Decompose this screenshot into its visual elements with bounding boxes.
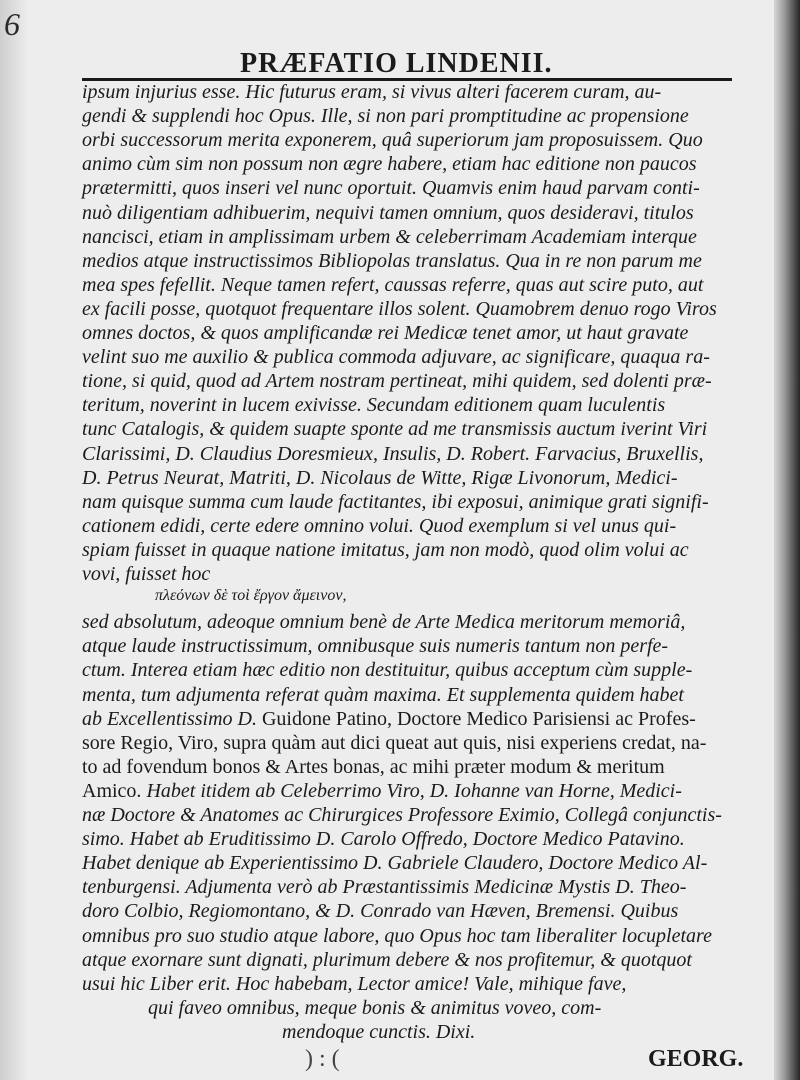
text-line-38: qui faveo omnibus, meque bonis & animitus voveo, com-	[148, 996, 602, 1019]
text-line-10: ex facili posse, quotquot frequentare illos solent. Quamobrem denuo rogo Viros	[82, 297, 717, 320]
text-line-3: orbi successorum merita exponerem, quâ superiorum jam proposuissem. Quo	[82, 129, 703, 152]
text-line-2: gendi & supplendi hoc Opus. Ille, si non pari promptitudine ac propensione	[82, 105, 689, 128]
text-line-22: sed absolutum, adeoque omnium benè de Arte Medica meritorum memoriâ,	[82, 611, 686, 634]
text-line-21: vovi, fuisset hoc	[82, 563, 211, 585]
signature-mark: ) : (	[305, 1046, 340, 1072]
page-number: 6	[4, 6, 20, 42]
text-line-5: prætermitti, quos inseri vel nunc oportuit. Quamvis enim haud parvam conti-	[82, 177, 700, 200]
text-line-15: tunc Catalogis, & quidem suapte sponte ad me transmissis auctum iverint Viri	[82, 418, 708, 441]
text-line-12: velint suo me auxilio & publica commoda adjuvare, ac significare, quaqua ra-	[82, 346, 710, 369]
text-line-19: cationem edidi, certe edere omnino volui. Quod exemplum si vel unus qui-	[82, 514, 677, 537]
text-line-7: nancisci, etiam in amplissimam urbem & celeberrimam Academiam interque	[82, 225, 697, 248]
text-line-36: atque exornare sunt dignati, plurimum debere & nos profitemur, & quotquot	[82, 948, 692, 971]
text-line-9: mea spes fefellit. Neque tamen refert, caussas referre, quas aut scire puto, aut	[82, 273, 704, 296]
text-line-11: omnes doctos, & quos amplificandæ rei Medicæ tenet amor, ut haut gravate	[82, 322, 689, 344]
text-line-39: mendoque cunctis. Dixi.	[282, 1020, 476, 1043]
text-line-23: atque laude instructissimum, omnibusque suis numeris tantum non perfe-	[82, 635, 669, 658]
text-line-30: næ Doctore & Anatomes ac Chirurgices Professore Eximio, Collegâ conjunctis-	[82, 804, 722, 826]
text-line-29	[82, 779, 682, 803]
text-line-24: ctum. Interea etiam hæc editio non destituitur, quibus acceptum cùm supple-	[82, 659, 693, 682]
text-line-16: Clarissimi, D. Claudius Doresmieux, Insulis, D. Robert. Farvacius, Bruxellis,	[82, 442, 704, 465]
text-line-17: D. Petrus Neurat, Matriti, D. Nicolaus de Witte, Rigæ Livonorum, Medici-	[82, 466, 678, 489]
text-line-4: animo cùm sim non possum non ægre habere, etiam hac editione non paucos	[82, 153, 697, 176]
text-line-34: doro Colbio, Regiomontano, & D. Conrado van Hæven, Bremensi. Quibus	[82, 900, 679, 923]
text-line-35: omnibus pro suo studio atque labore, quo Opus hoc tam liberaliter locupletare	[82, 924, 712, 947]
text-line-13: tione, si quid, quod ad Artem nostram pertineat, mihi quidem, sed dolenti præ-	[82, 370, 712, 393]
text-line-26-roman: Guidone Patino, Doctore Medico Parisiensi ac Profes-	[261, 707, 696, 730]
text-line-28: to ad fovendum bonos & Artes bonas, ac mihi præter modum & meritum	[82, 755, 665, 778]
text-line-26-italic: ab Excellentissimo D.	[82, 707, 262, 730]
greek-quotation: πλεόνων δὲ τοὶ ἔργον ἄμεινον,	[155, 587, 347, 605]
text-line-14: teritum, noverint in lucem exivisse. Secundam editionem quam luculentis	[82, 394, 666, 417]
text-line-18: nam quisque summa cum laude factitantes, ibi exposui, animique grati signifi-	[82, 490, 709, 513]
text-line-37: usui hic Liber erit. Hoc habebam, Lector amice! Vale, mihique fave,	[82, 972, 627, 995]
text-line-29-italic: Habet itidem ab Celeberrimo Viro, D. Iohanne van Horne, Medici-	[146, 779, 682, 802]
book-spine-shadow	[774, 0, 800, 1080]
text-line-20: spiam fuisset in quaque natione imitatus, jam non modò, quod olim volui ac	[82, 538, 689, 561]
text-line-33: tenburgensi. Adjumenta verò ab Præstantissimis Medicinæ Mystis D. Theo-	[82, 876, 687, 899]
text-line-29-roman: Amico.	[82, 779, 147, 802]
text-line-32: Habet denique ab Experientissimo D. Gabriele Claudero, Doctore Medico Al-	[82, 852, 708, 875]
text-line-8: medios atque instructissimos Bibliopolas translatus. Qua in re non parum me	[82, 249, 702, 272]
text-line-1: ipsum injurius esse. Hic futurus eram, si vivus alteri facerem curam, au-	[82, 81, 662, 103]
text-line-27: sore Regio, Viro, supra quàm aut dici queat aut quis, nisi experiens credat, na-	[82, 731, 707, 754]
page-edge-shadow	[0, 0, 28, 1080]
running-head: PRÆFATIO LINDENII.	[240, 48, 553, 79]
text-line-6: nuò diligentiam adhibuerim, nequivi tamen omnium, quos desideravi, titulos	[82, 201, 694, 224]
text-line-31: simo. Habet ab Eruditissimo D. Carolo Offredo, Doctore Medico Patavino.	[82, 828, 685, 851]
catchword: GEORG.	[648, 1046, 744, 1072]
text-line-26	[82, 707, 696, 731]
text-line-25: menta, tum adjumenta referat quàm maxima. Et supplementa quidem habet	[82, 683, 684, 706]
